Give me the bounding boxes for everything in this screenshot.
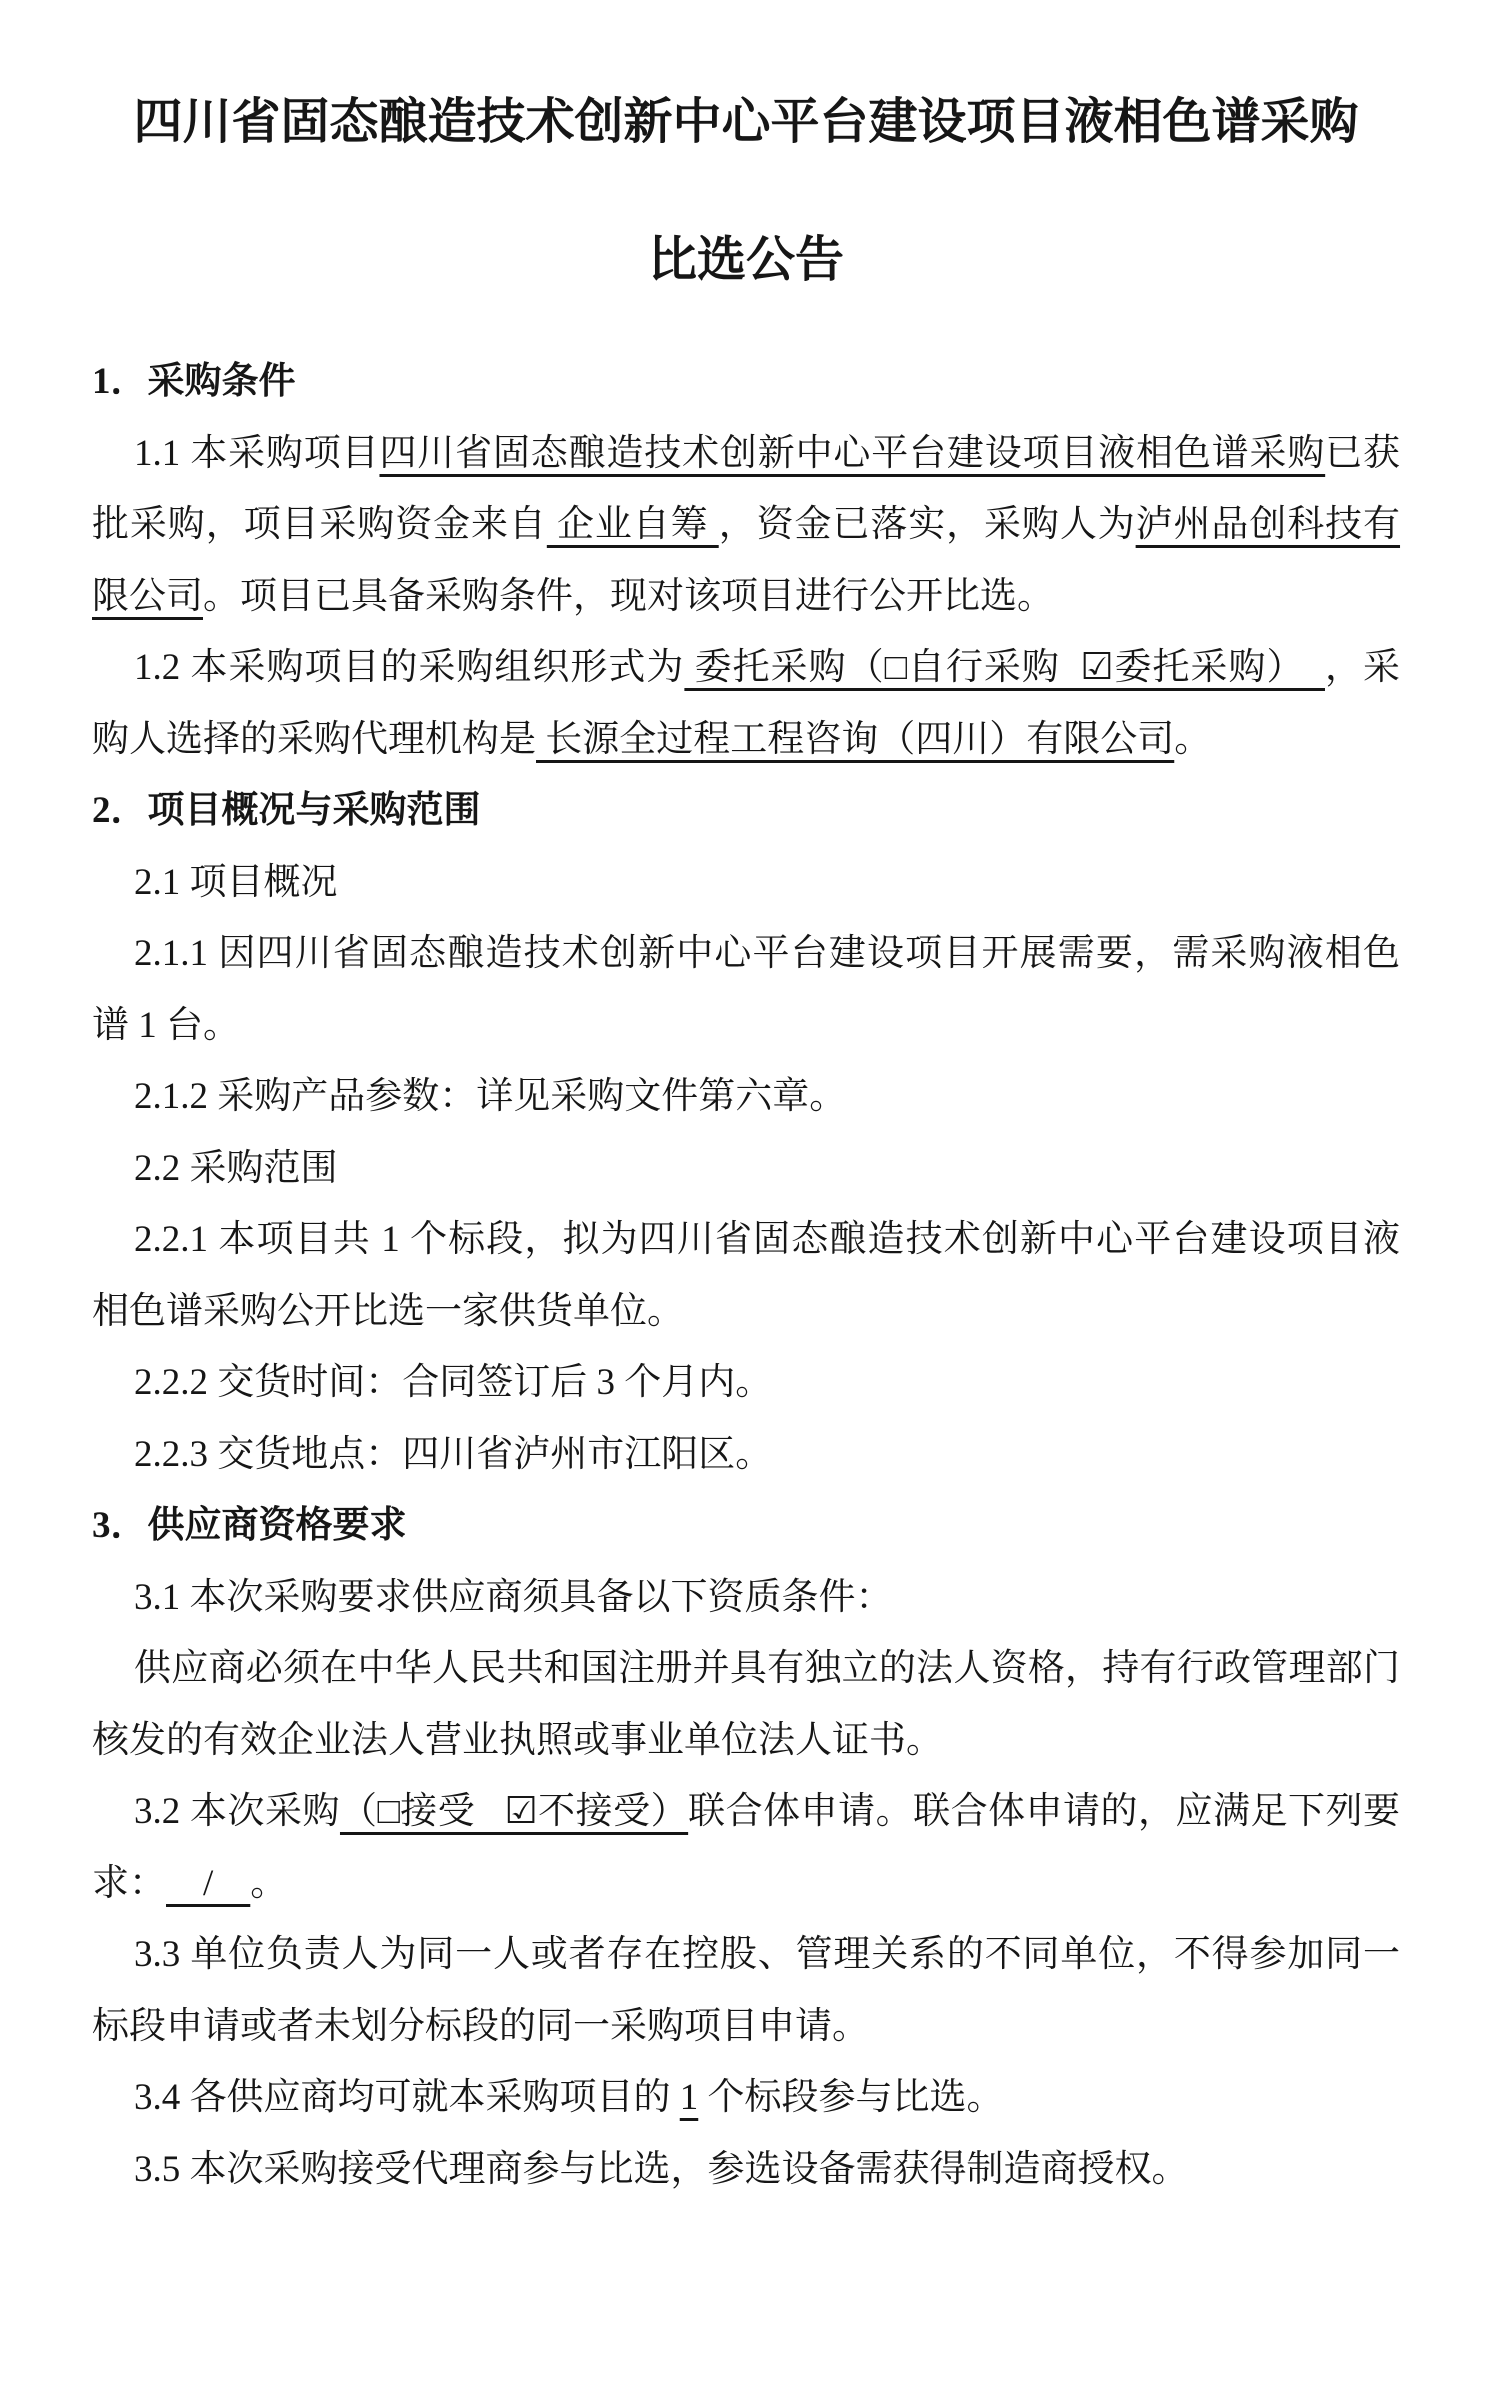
para-3-3: 3.3 单位负责人为同一人或者存在控股、管理关系的不同单位，不得参加同一标段申请或者未划分标段的同一采购项目申请。 <box>92 1934 1400 2047</box>
para-1-2 <box>92 632 1400 775</box>
body-text: 联合体申请。联合体申请的，应满足下列要求： <box>92 1791 1400 1904</box>
body-text: 3.4 各供应商均可就本采购项目的 <box>134 2077 680 2118</box>
para-2-1: 2.1 项目概况 <box>134 861 338 903</box>
para-2-2-2: 2.2.2 交货时间：合同签订后 3 个月内。 <box>134 1362 773 1403</box>
underlined-fill-in-text: 委托采购（□自行采购 ☑委托采购） <box>684 647 1325 688</box>
body-text: 。 <box>250 1862 288 1904</box>
underlined-fill-in-text: 长源全过程工程咨询（四川）有限公司 <box>536 718 1175 760</box>
body-text: 。 <box>1174 718 1212 760</box>
body-text: 已获批采购，项目采购资金来自 <box>92 432 1400 545</box>
para-3-1-body: 供应商必须在中华人民共和国注册并具有独立的法人资格，持有行政管理部门核发的有效企业法人营业执照或事业单位法人证书。 <box>92 1648 1400 1761</box>
para-3-5: 3.5 本次采购接受代理商参与比选，参选设备需获得制造商授权。 <box>134 2148 1189 2190</box>
heading-purchase-conditions: 1．采购条件 <box>92 361 296 402</box>
para-3-2 <box>92 1776 1400 1919</box>
body-text: 个标段参与比选。 <box>698 2077 1004 2118</box>
document-body <box>92 290 1400 2205</box>
para-2-2: 2.2 采购范围 <box>134 1147 338 1189</box>
doc-title-line-2: 比选公告 <box>647 232 844 287</box>
para-2-2-3: 2.2.3 交货地点：四川省泸州市江阳区。 <box>134 1433 773 1475</box>
body-text: ，资金已落实，采购人为 <box>718 504 1136 545</box>
body-text: 1.1 本采购项目 <box>134 432 380 474</box>
para-3-1: 3.1 本次采购要求供应商须具备以下资质条件： <box>134 1576 893 1618</box>
document-content <box>92 0 1400 2205</box>
heading-supplier-qualifications: 3．供应商资格要求 <box>92 1505 407 1546</box>
para-1-1 <box>92 418 1400 633</box>
para-2-2-1: 2.2.1 本项目共 1 个标段，拟为四川省固态酿造技术创新中心平台建设项目液相色谱采购公开比选一家供货单位。 <box>92 1219 1400 1332</box>
para-2-1-2: 2.1.2 采购产品参数：详见采购文件第六章。 <box>134 1076 847 1117</box>
underlined-fill-in-text: （□接受 ☑不接受） <box>339 1791 689 1832</box>
para-3-4 <box>92 2062 1400 2134</box>
underlined-fill-in-text: / <box>166 1862 251 1904</box>
para-2-1-1: 2.1.1 因四川省固态酿造技术创新中心平台建设项目开展需要，需采购液相色谱 1 台。 <box>92 933 1400 1046</box>
body-text: ，采购人选择的采购代理机构是 <box>92 647 1400 760</box>
underlined-fill-in-text: 1 <box>679 2077 699 2118</box>
body-text: 1.2 本采购项目的采购组织形式为 <box>134 647 685 688</box>
body-text: 3.2 本次采购 <box>134 1791 340 1832</box>
body-text: 。项目已具备采购条件，现对该项目进行公开比选。 <box>203 575 1054 617</box>
underlined-fill-in-text: 企业自筹 <box>546 504 719 545</box>
doc-title-line-1: 四川省固态酿造技术创新中心平台建设项目液相色谱采购 <box>133 94 1359 149</box>
underlined-fill-in-text: 泸州品创科技有限公司 <box>92 504 1401 617</box>
heading-project-overview-scope: 2．项目概况与采购范围 <box>92 790 481 831</box>
underlined-fill-in-text: 四川省固态酿造技术创新中心平台建设项目液相色谱采购 <box>379 432 1326 474</box>
